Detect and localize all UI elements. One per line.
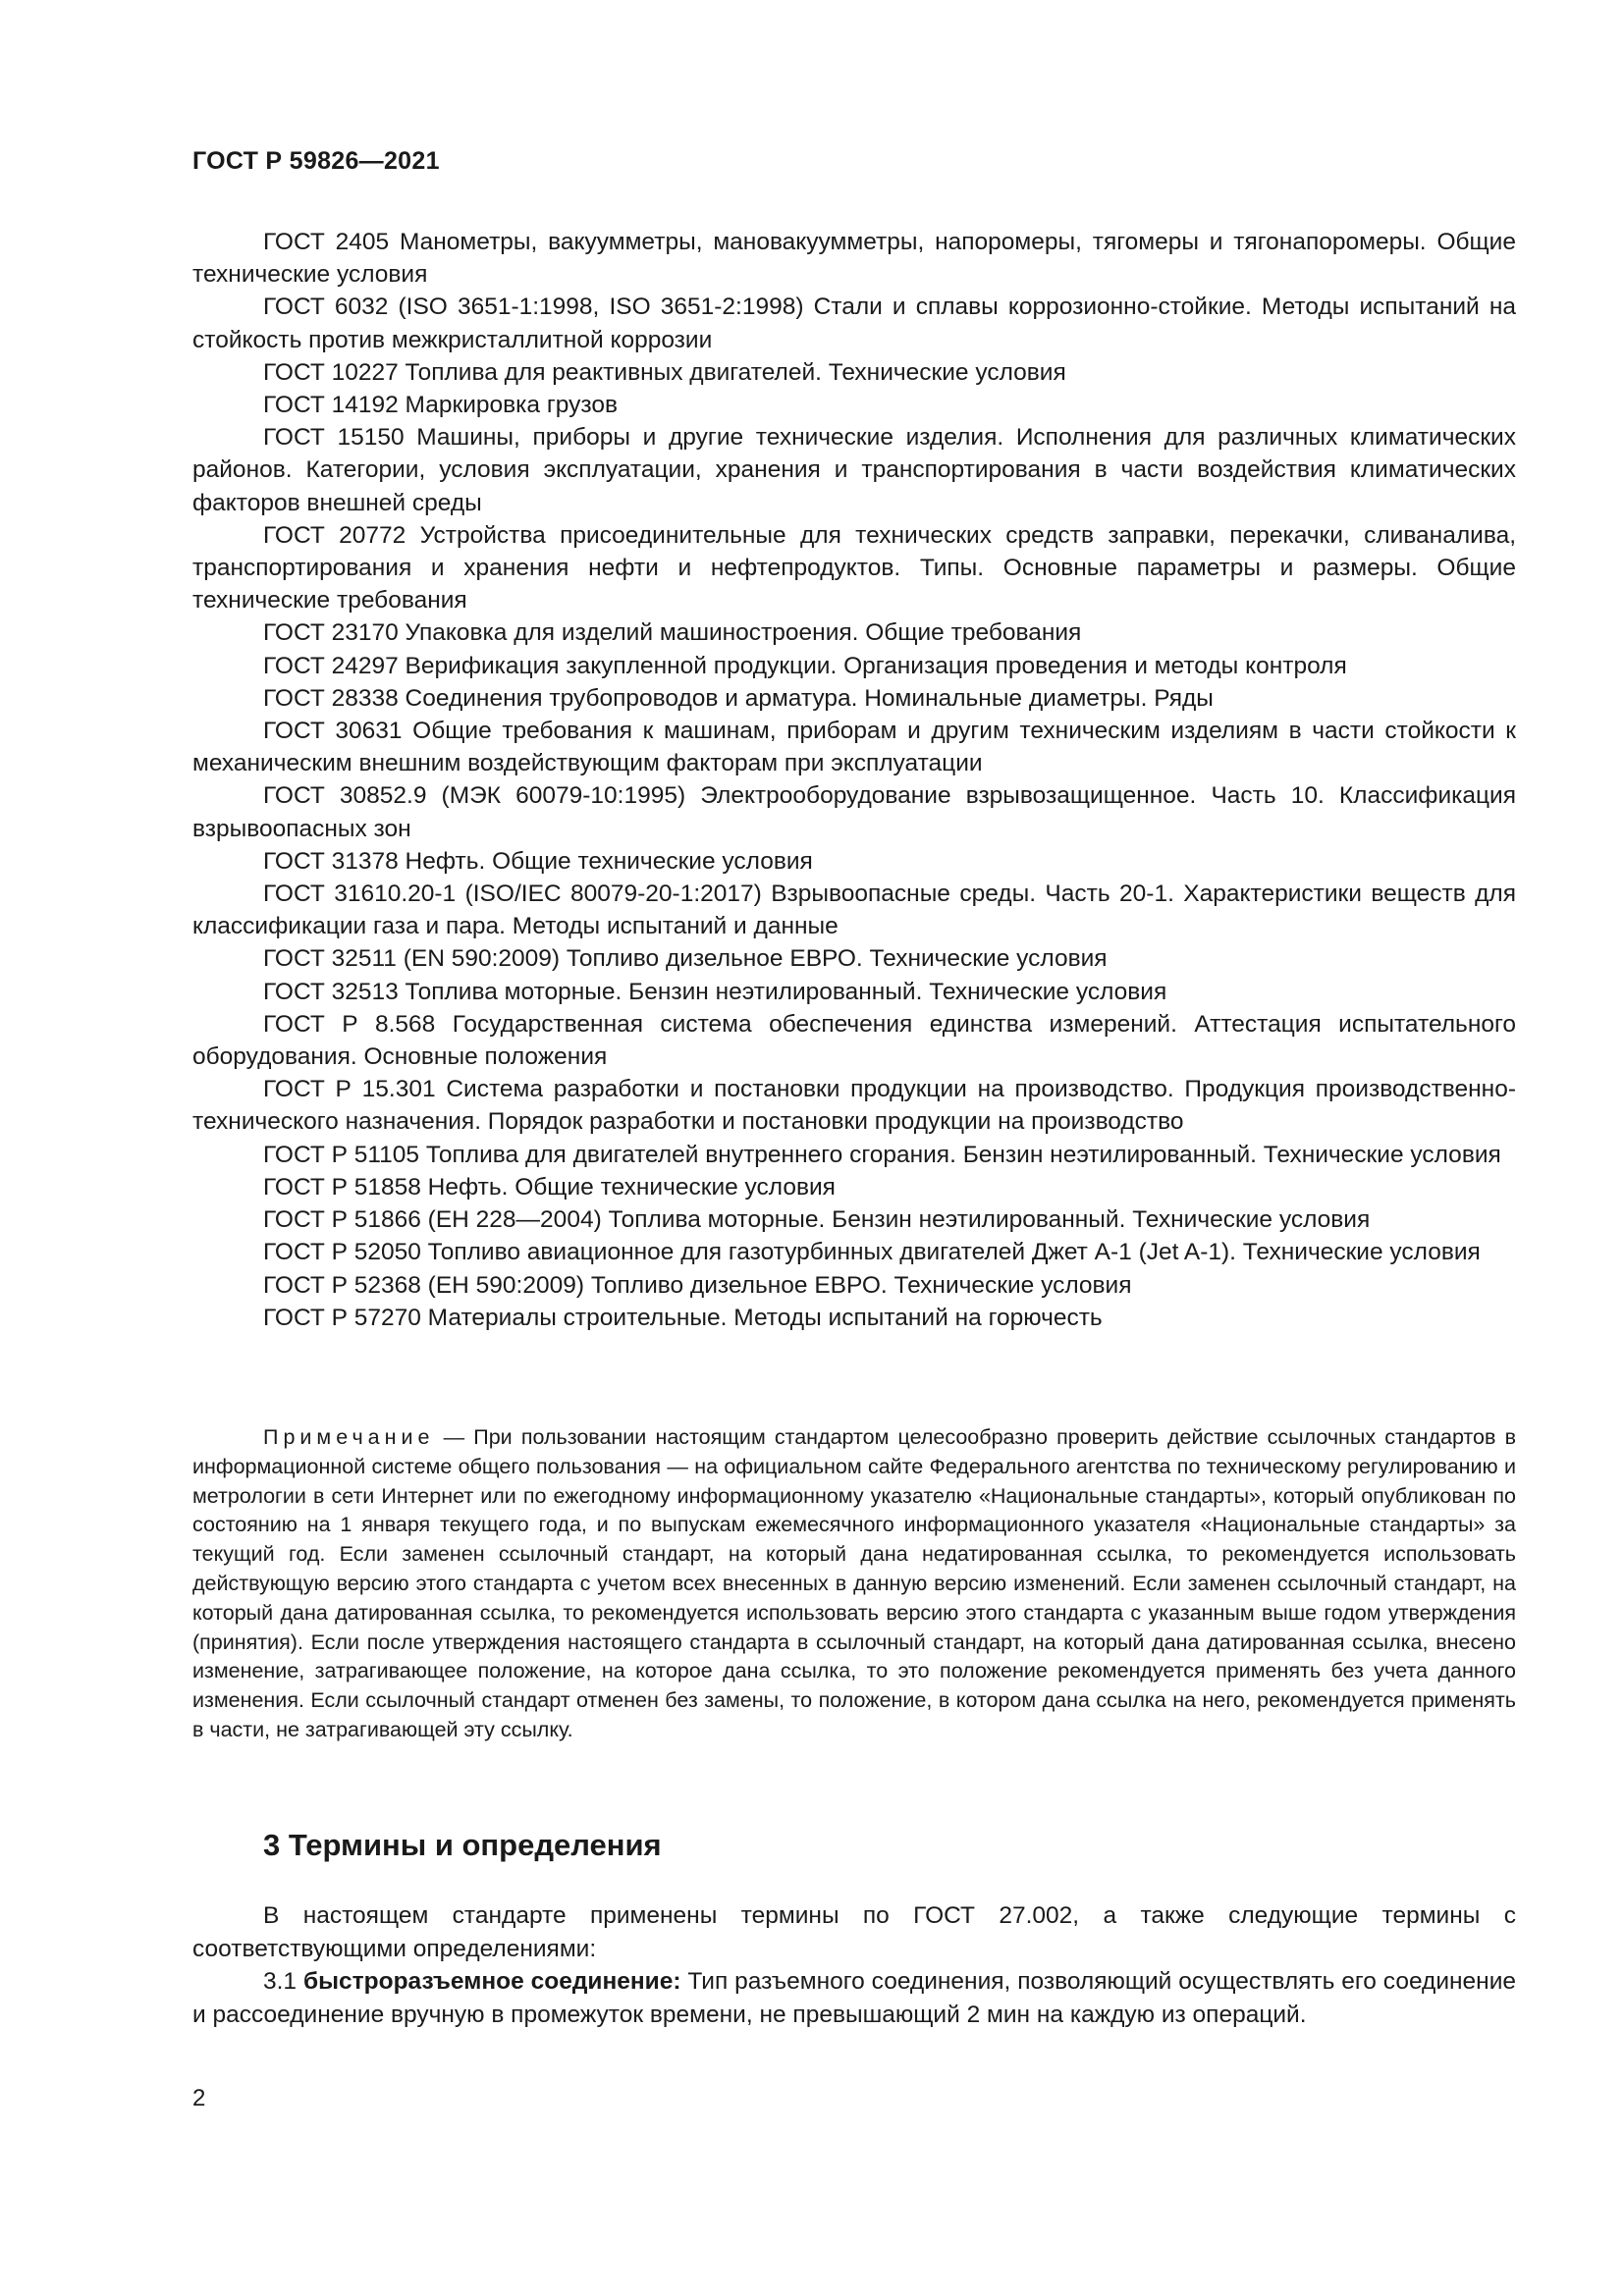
reference-item: ГОСТ 6032 (ISO 3651-1:1998, ISO 3651-2:1998) Стали и сплавы коррозионно-стойкие. Методы испытаний на стойкость против межкристаллитной коррозии — [192, 294, 1516, 353]
reference-item: ГОСТ 20772 Устройства присоединительные для технических средств заправки, перекачки, сливаналива, транспортирования и хранения нефти и нефтепродуктов. Типы. Основные параметры и размеры. Общие технические требования — [192, 521, 1516, 614]
reference-item: ГОСТ 32511 (EN 590:2009) Топливо дизельное ЕВРО. Технические условия — [263, 945, 1108, 973]
reference-item: ГОСТ 28338 Соединения трубопроводов и арматура. Номинальные диаметры. Ряды — [263, 684, 1214, 712]
reference-item: ГОСТ 30852.9 (МЭК 60079-10:1995) Электрооборудование взрывозащищенное. Часть 10. Классификация взрывоопасных зон — [192, 782, 1516, 842]
reference-item: ГОСТ Р 15.301 Система разработки и постановки продукции на производство. Продукция производственно-технического назначения. Порядок разработки и постановки продукции на производство — [192, 1076, 1516, 1136]
document-header: ГОСТ Р 59826—2021 — [192, 147, 440, 175]
reference-item: ГОСТ 10227 Топлива для реактивных двигателей. Технические условия — [263, 358, 1066, 386]
term-number: 3.1 — [263, 1968, 298, 1995]
reference-item: ГОСТ 31378 Нефть. Общие технические условия — [263, 847, 813, 875]
reference-item: ГОСТ Р 51105 Топлива для двигателей внутреннего сгорания. Бензин неэтилированный. Технические условия — [263, 1141, 1501, 1168]
note-paragraph — [192, 1423, 1516, 1745]
reference-item: ГОСТ 30631 Общие требования к машинам, приборам и другим техническим изделиям в части стойкости к механическим внешним воздействующим факторам при эксплуатации — [192, 718, 1516, 777]
term-definition: Тип разъемного соединения, позволяющий осуществлять его соединение и рассоединение вручную в промежуток времени, не превышающий 2 мин на каждую из операций. — [192, 1968, 1517, 2028]
reference-item: ГОСТ Р 52050 Топливо авиационное для газотурбинных двигателей Джет А-1 (Jet A-1). Технические условия — [263, 1239, 1481, 1266]
reference-item: ГОСТ Р 51858 Нефть. Общие технические условия — [263, 1173, 836, 1201]
section-title: 3 Термины и определения — [263, 1828, 662, 1862]
term-definition-paragraph — [192, 1965, 1516, 2031]
note-text: — При пользовании настоящим стандартом целесообразно проверить действие ссылочных стандартов в информационной системе общего пользования — на официальном сайте Федерального агентства по техническому регулированию и метрологии в сети Интернет или по ежегодному информационному указателю «Национальные стандарты», который опубликован по состоянию на 1 января текущего года, и по выпускам ежемесячного информационного указателя «Национальные стандарты» за текущий год. Если заменен ссылочный стандарт, на который дана недатированная ссылка, то рекомендуется использовать действующую версию этого стандарта с учетом всех внесенных в данную версию изменений. Если заменен ссылочный стандарт, на который дана датированная ссылка, то рекомендуется использовать версию этого стандарта с указанным выше годом утверждения (принятия). Если после утверждения настоящего стандарта в ссылочный стандарт, на который дана датированная ссылка, внесено изменение, затрагивающее положение, на которое дана ссылка, то это положение рекомендуется применять без учета данного изменения. Если ссылочный стандарт отменен без замены, то положение, в котором дана ссылка на него, рекомендуется применять в части, не затрагивающей эту ссылку. — [192, 1425, 1516, 1741]
section-body — [192, 1899, 1516, 2031]
reference-item: ГОСТ Р 51866 (ЕН 228—2004) Топлива моторные. Бензин неэтилированный. Технические условия — [263, 1206, 1371, 1234]
reference-item: ГОСТ 24297 Верификация закупленной продукции. Организация проведения и методы контроля — [263, 652, 1347, 679]
note-label: Примечание — [263, 1425, 435, 1449]
reference-item: ГОСТ 15150 Машины, приборы и другие технические изделия. Исполнения для различных климатических районов. Категории, условия эксплуатации, хранения и транспортирования в части воздействия климатических факторов внешней среды — [192, 424, 1516, 516]
reference-item: ГОСТ Р 52368 (ЕН 590:2009) Топливо дизельное ЕВРО. Технические условия — [263, 1271, 1132, 1299]
reference-item: ГОСТ 31610.20-1 (ISO/IEC 80079-20-1:2017) Взрывоопасные среды. Часть 20-1. Характеристики веществ для классификации газа и пара. Методы испытаний и данные — [192, 881, 1516, 940]
page-number: 2 — [192, 2085, 206, 2111]
reference-item: ГОСТ 2405 Манометры, вакуумметры, мановакуумметры, напоромеры, тягомеры и тягонапоромеры. Общие технические условия — [192, 229, 1516, 289]
reference-item: ГОСТ 32513 Топлива моторные. Бензин неэтилированный. Технические условия — [263, 978, 1167, 1005]
section-intro: В настоящем стандарте применены термины по ГОСТ 27.002, а также следующие термины с соответствующими определениями: — [192, 1902, 1516, 1962]
reference-item: ГОСТ Р 8.568 Государственная система обеспечения единства измерений. Аттестация испытательного оборудования. Основные положения — [192, 1010, 1516, 1071]
reference-item: ГОСТ 23170 Упаковка для изделий машиностроения. Общие требования — [263, 619, 1082, 647]
reference-item: ГОСТ 14192 Маркировка грузов — [263, 392, 618, 419]
term-name: быстроразъемное соединение: — [302, 1968, 681, 1995]
reference-item: ГОСТ Р 57270 Материалы строительные. Методы испытаний на горючесть — [263, 1304, 1103, 1331]
normative-references-list — [192, 226, 1516, 1334]
